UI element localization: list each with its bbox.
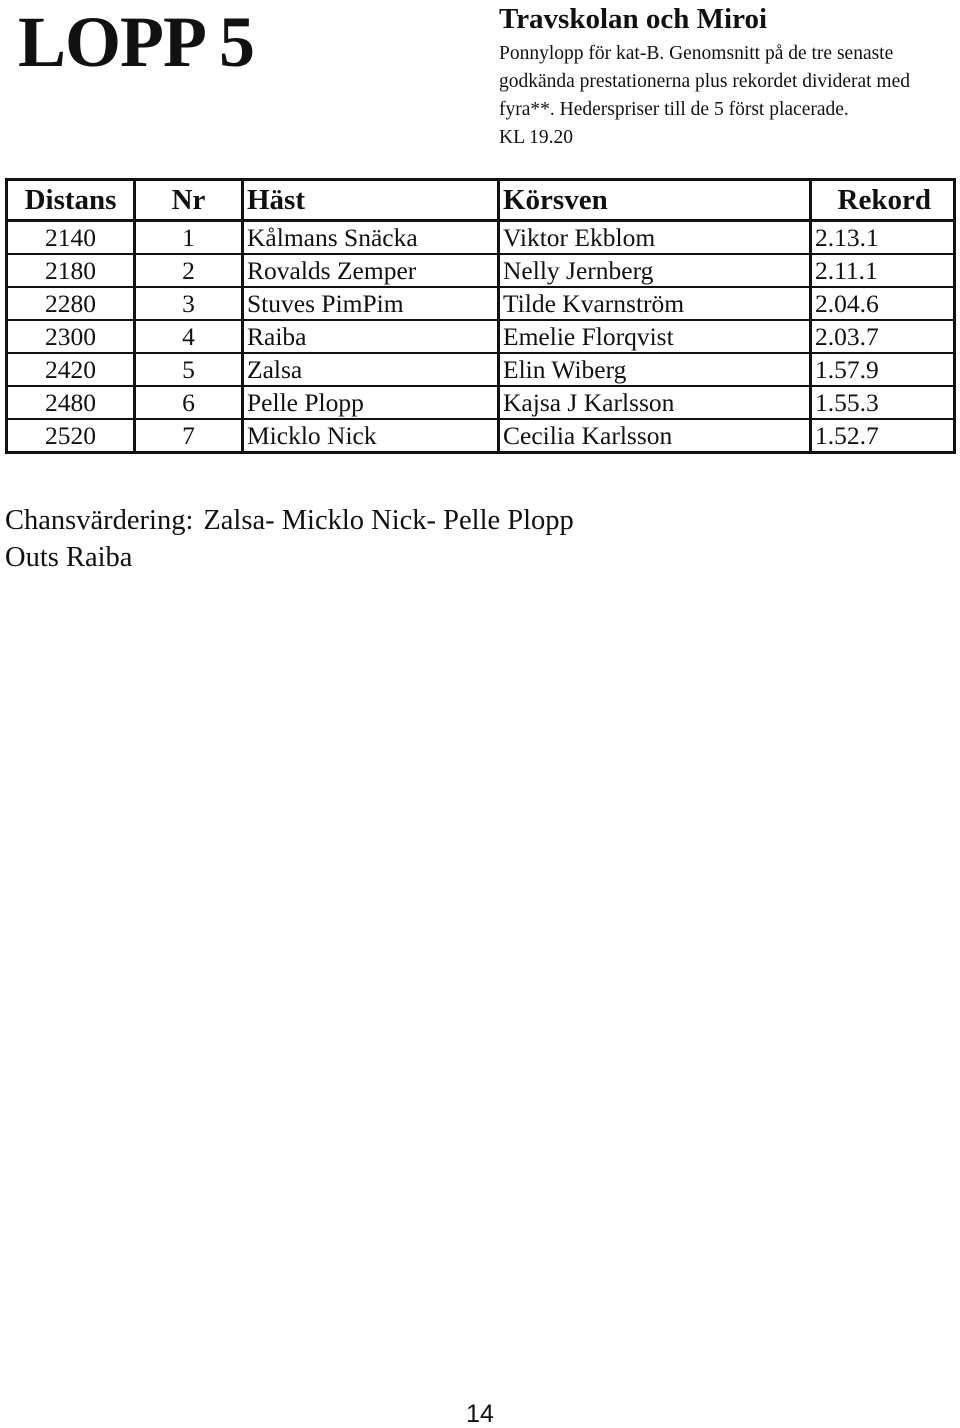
cell-number: 3: [135, 287, 243, 320]
cell-horse: Pelle Plopp: [243, 386, 499, 419]
table-row: [7, 386, 955, 419]
cell-record: 1.55.3: [811, 386, 955, 419]
cell-number: 2: [135, 254, 243, 287]
cell-distance: 2480: [7, 386, 135, 419]
cell-number: 1: [135, 221, 243, 255]
race-description: Ponnylopp för kat-B. Genomsnitt på de tre senaste godkända prestationerna plus rekordet dividerat med fyra**. Hederspriser till de 5 först placerade.: [499, 43, 910, 120]
assessment-line: [5, 502, 574, 539]
cell-driver: Emelie Florqvist: [499, 320, 811, 353]
header-driver: Körsven: [499, 180, 811, 221]
cell-driver: Viktor Ekblom: [499, 221, 811, 255]
cell-record: 1.52.7: [811, 419, 955, 453]
table-row: [7, 353, 955, 386]
cell-distance: 2520: [7, 419, 135, 453]
cell-number: 7: [135, 419, 243, 453]
cell-horse: Zalsa: [243, 353, 499, 386]
race-info: [499, 2, 954, 152]
race-time: KL 19.20: [499, 127, 574, 148]
page-number: [0, 1400, 960, 1428]
cell-record: 2.04.6: [811, 287, 955, 320]
cell-number: 6: [135, 386, 243, 419]
cell-driver: Cecilia Karlsson: [499, 419, 811, 453]
cell-record: 2.13.1: [811, 221, 955, 255]
cell-record: 2.03.7: [811, 320, 955, 353]
cell-driver: Tilde Kvarnström: [499, 287, 811, 320]
page-number-text: 14: [466, 1400, 494, 1428]
table-body: [7, 221, 955, 453]
cell-driver: Nelly Jernberg: [499, 254, 811, 287]
cell-number: 5: [135, 353, 243, 386]
cell-distance: 2140: [7, 221, 135, 255]
cell-record: 2.11.1: [811, 254, 955, 287]
cell-distance: 2180: [7, 254, 135, 287]
chance-assessment: [5, 502, 574, 576]
cell-driver: Elin Wiberg: [499, 353, 811, 386]
race-table: [5, 178, 956, 454]
header-horse: Häst: [243, 180, 499, 221]
race-heading: Travskolan och Miroi: [499, 3, 767, 35]
table-row: [7, 419, 955, 453]
cell-horse: Kålmans Snäcka: [243, 221, 499, 255]
cell-record: 1.57.9: [811, 353, 955, 386]
cell-horse: Rovalds Zemper: [243, 254, 499, 287]
table-row: [7, 254, 955, 287]
cell-distance: 2280: [7, 287, 135, 320]
header-distance: Distans: [7, 180, 135, 221]
assessment-picks: Zalsa- Micklo Nick- Pelle Plopp: [203, 505, 574, 536]
cell-horse: Micklo Nick: [243, 419, 499, 453]
assessment-label: Chansvärdering:: [5, 505, 194, 536]
table-header-row: [7, 180, 955, 221]
table-row: [7, 320, 955, 353]
race-title: LOPP 5: [18, 2, 255, 82]
cell-number: 4: [135, 320, 243, 353]
cell-driver: Kajsa J Karlsson: [499, 386, 811, 419]
cell-distance: 2300: [7, 320, 135, 353]
table-row: [7, 287, 955, 320]
header-record: Rekord: [811, 180, 955, 221]
cell-horse: Stuves PimPim: [243, 287, 499, 320]
cell-horse: Raiba: [243, 320, 499, 353]
header-number: Nr: [135, 180, 243, 221]
cell-distance: 2420: [7, 353, 135, 386]
table-row: [7, 221, 955, 255]
assessment-outsider: Outs Raiba: [5, 542, 133, 573]
